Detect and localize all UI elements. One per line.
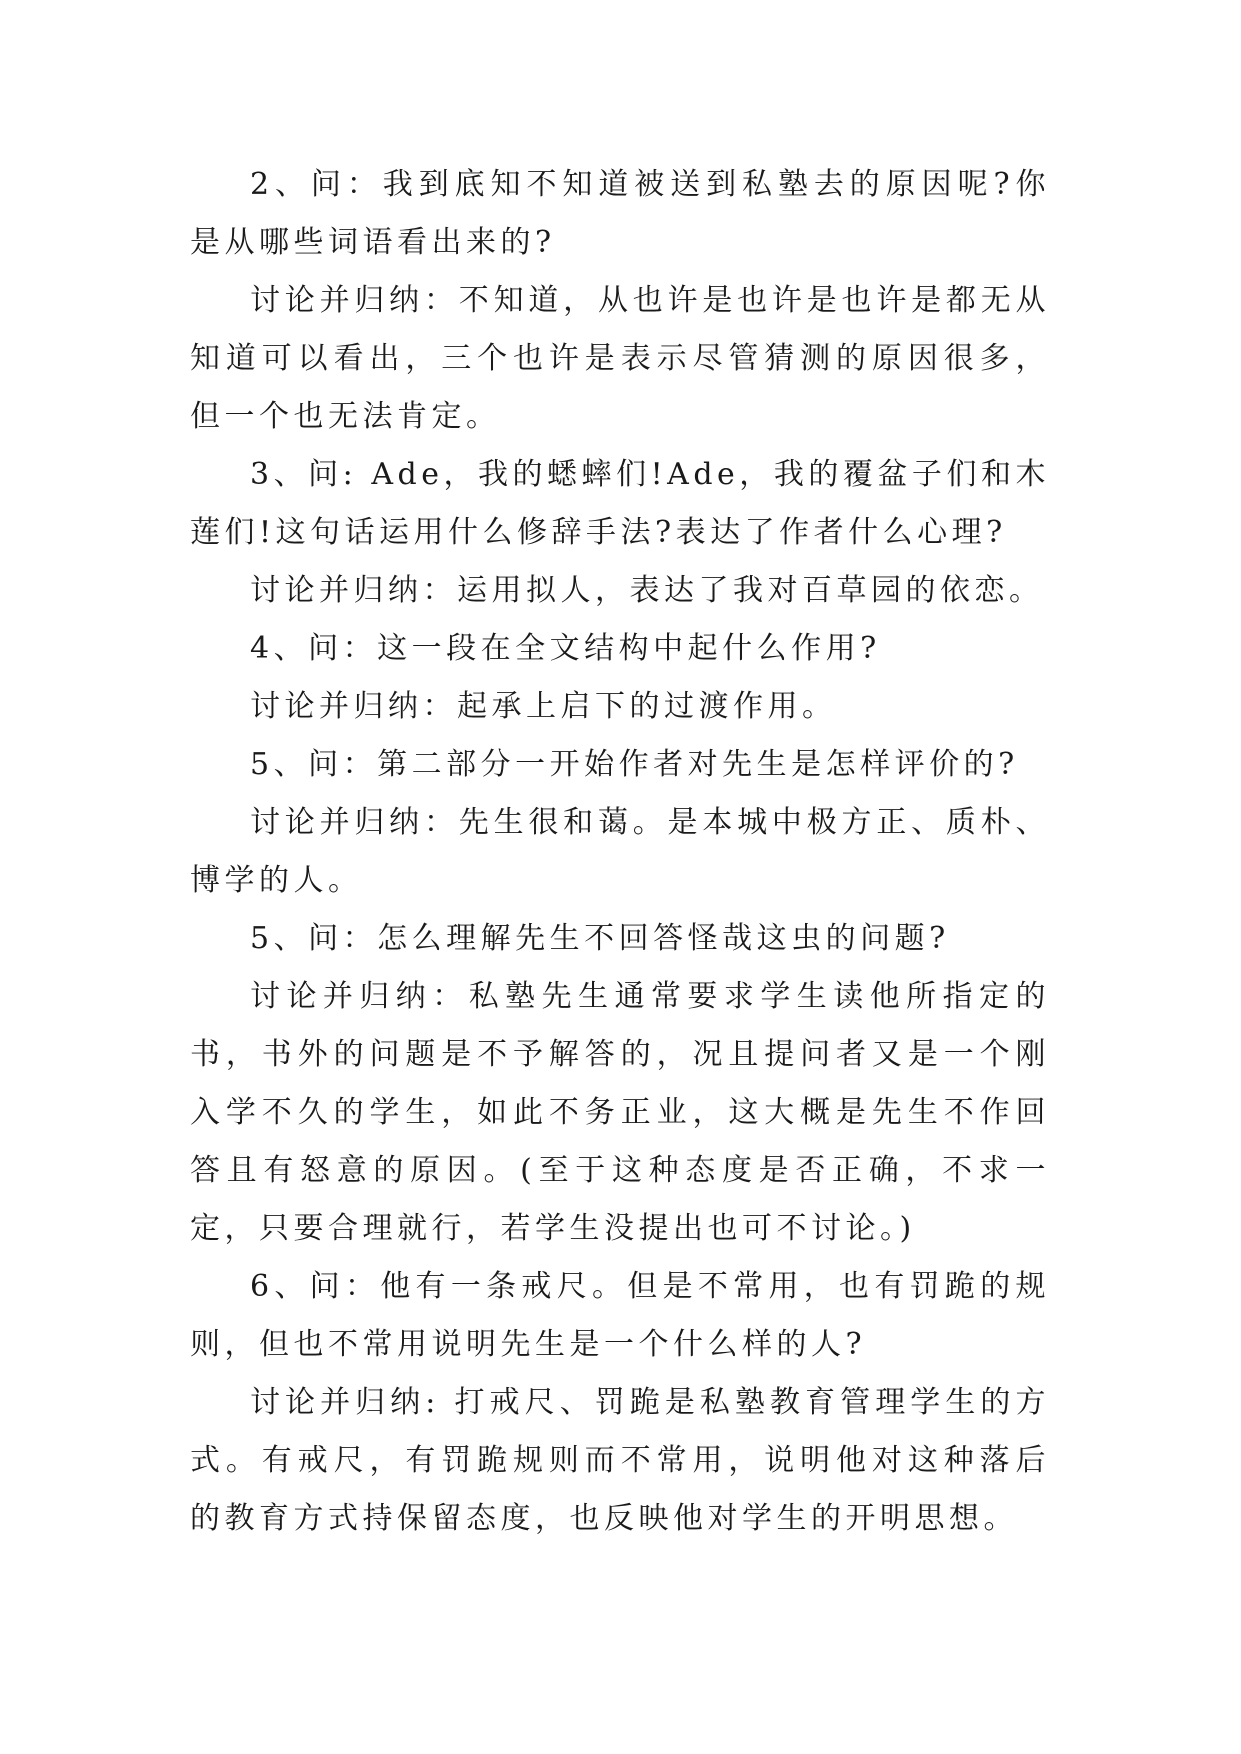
- question-5a: 5、问：第二部分一开始作者对先生是怎样评价的?: [250, 747, 1019, 782]
- document-body: [190, 156, 1050, 1548]
- question-5b: 5、问：怎么理解先生不回答怪哉这虫的问题?: [250, 921, 950, 956]
- question-6: 6、问：他有一条戒尺。但是不常用，也有罚跪的规则，但也不常用说明先生是一个什么样的人?: [190, 1269, 1050, 1362]
- answer-2: 讨论并归纳：不知道，从也许是也许是也许是都无从知道可以看出，三个也许是表示尽管猜测的原因很多，但一个也无法肯定。: [190, 283, 1050, 434]
- answer-3: 讨论并归纳：运用拟人，表达了我对百草园的依恋。: [250, 573, 1044, 608]
- answer-6: 讨论并归纳: 打戒尺、罚跪是私塾教育管理学生的方式。有戒尺，有罚跪规则而不常用，说明他对这种落后的教育方式持保留态度，也反映他对学生的开明思想。: [190, 1385, 1050, 1536]
- answer-4: 讨论并归纳：起承上启下的过渡作用。: [250, 689, 837, 724]
- question-3: 3、问: Ade，我的蟋蟀们!Ade，我的覆盆子们和木莲们!这句话运用什么修辞手法?表达了作者什么心理?: [190, 457, 1050, 550]
- question-4: 4、问：这一段在全文结构中起什么作用?: [250, 631, 881, 666]
- answer-5b: 讨论并归纳：私塾先生通常要求学生读他所指定的书，书外的问题是不予解答的，况且提问者又是一个刚入学不久的学生，如此不务正业，这大概是先生不作回答且有怒意的原因。(至于这种态度是否正确，不求一定，只要合理就行，若学生没提出也可不讨论。): [190, 979, 1050, 1246]
- answer-5a: 讨论并归纳：先生很和蔼。是本城中极方正、质朴、博学的人。: [190, 805, 1050, 898]
- question-2: 2、问：我到底知不知道被送到私塾去的原因呢?你是从哪些词语看出来的?: [190, 167, 1050, 260]
